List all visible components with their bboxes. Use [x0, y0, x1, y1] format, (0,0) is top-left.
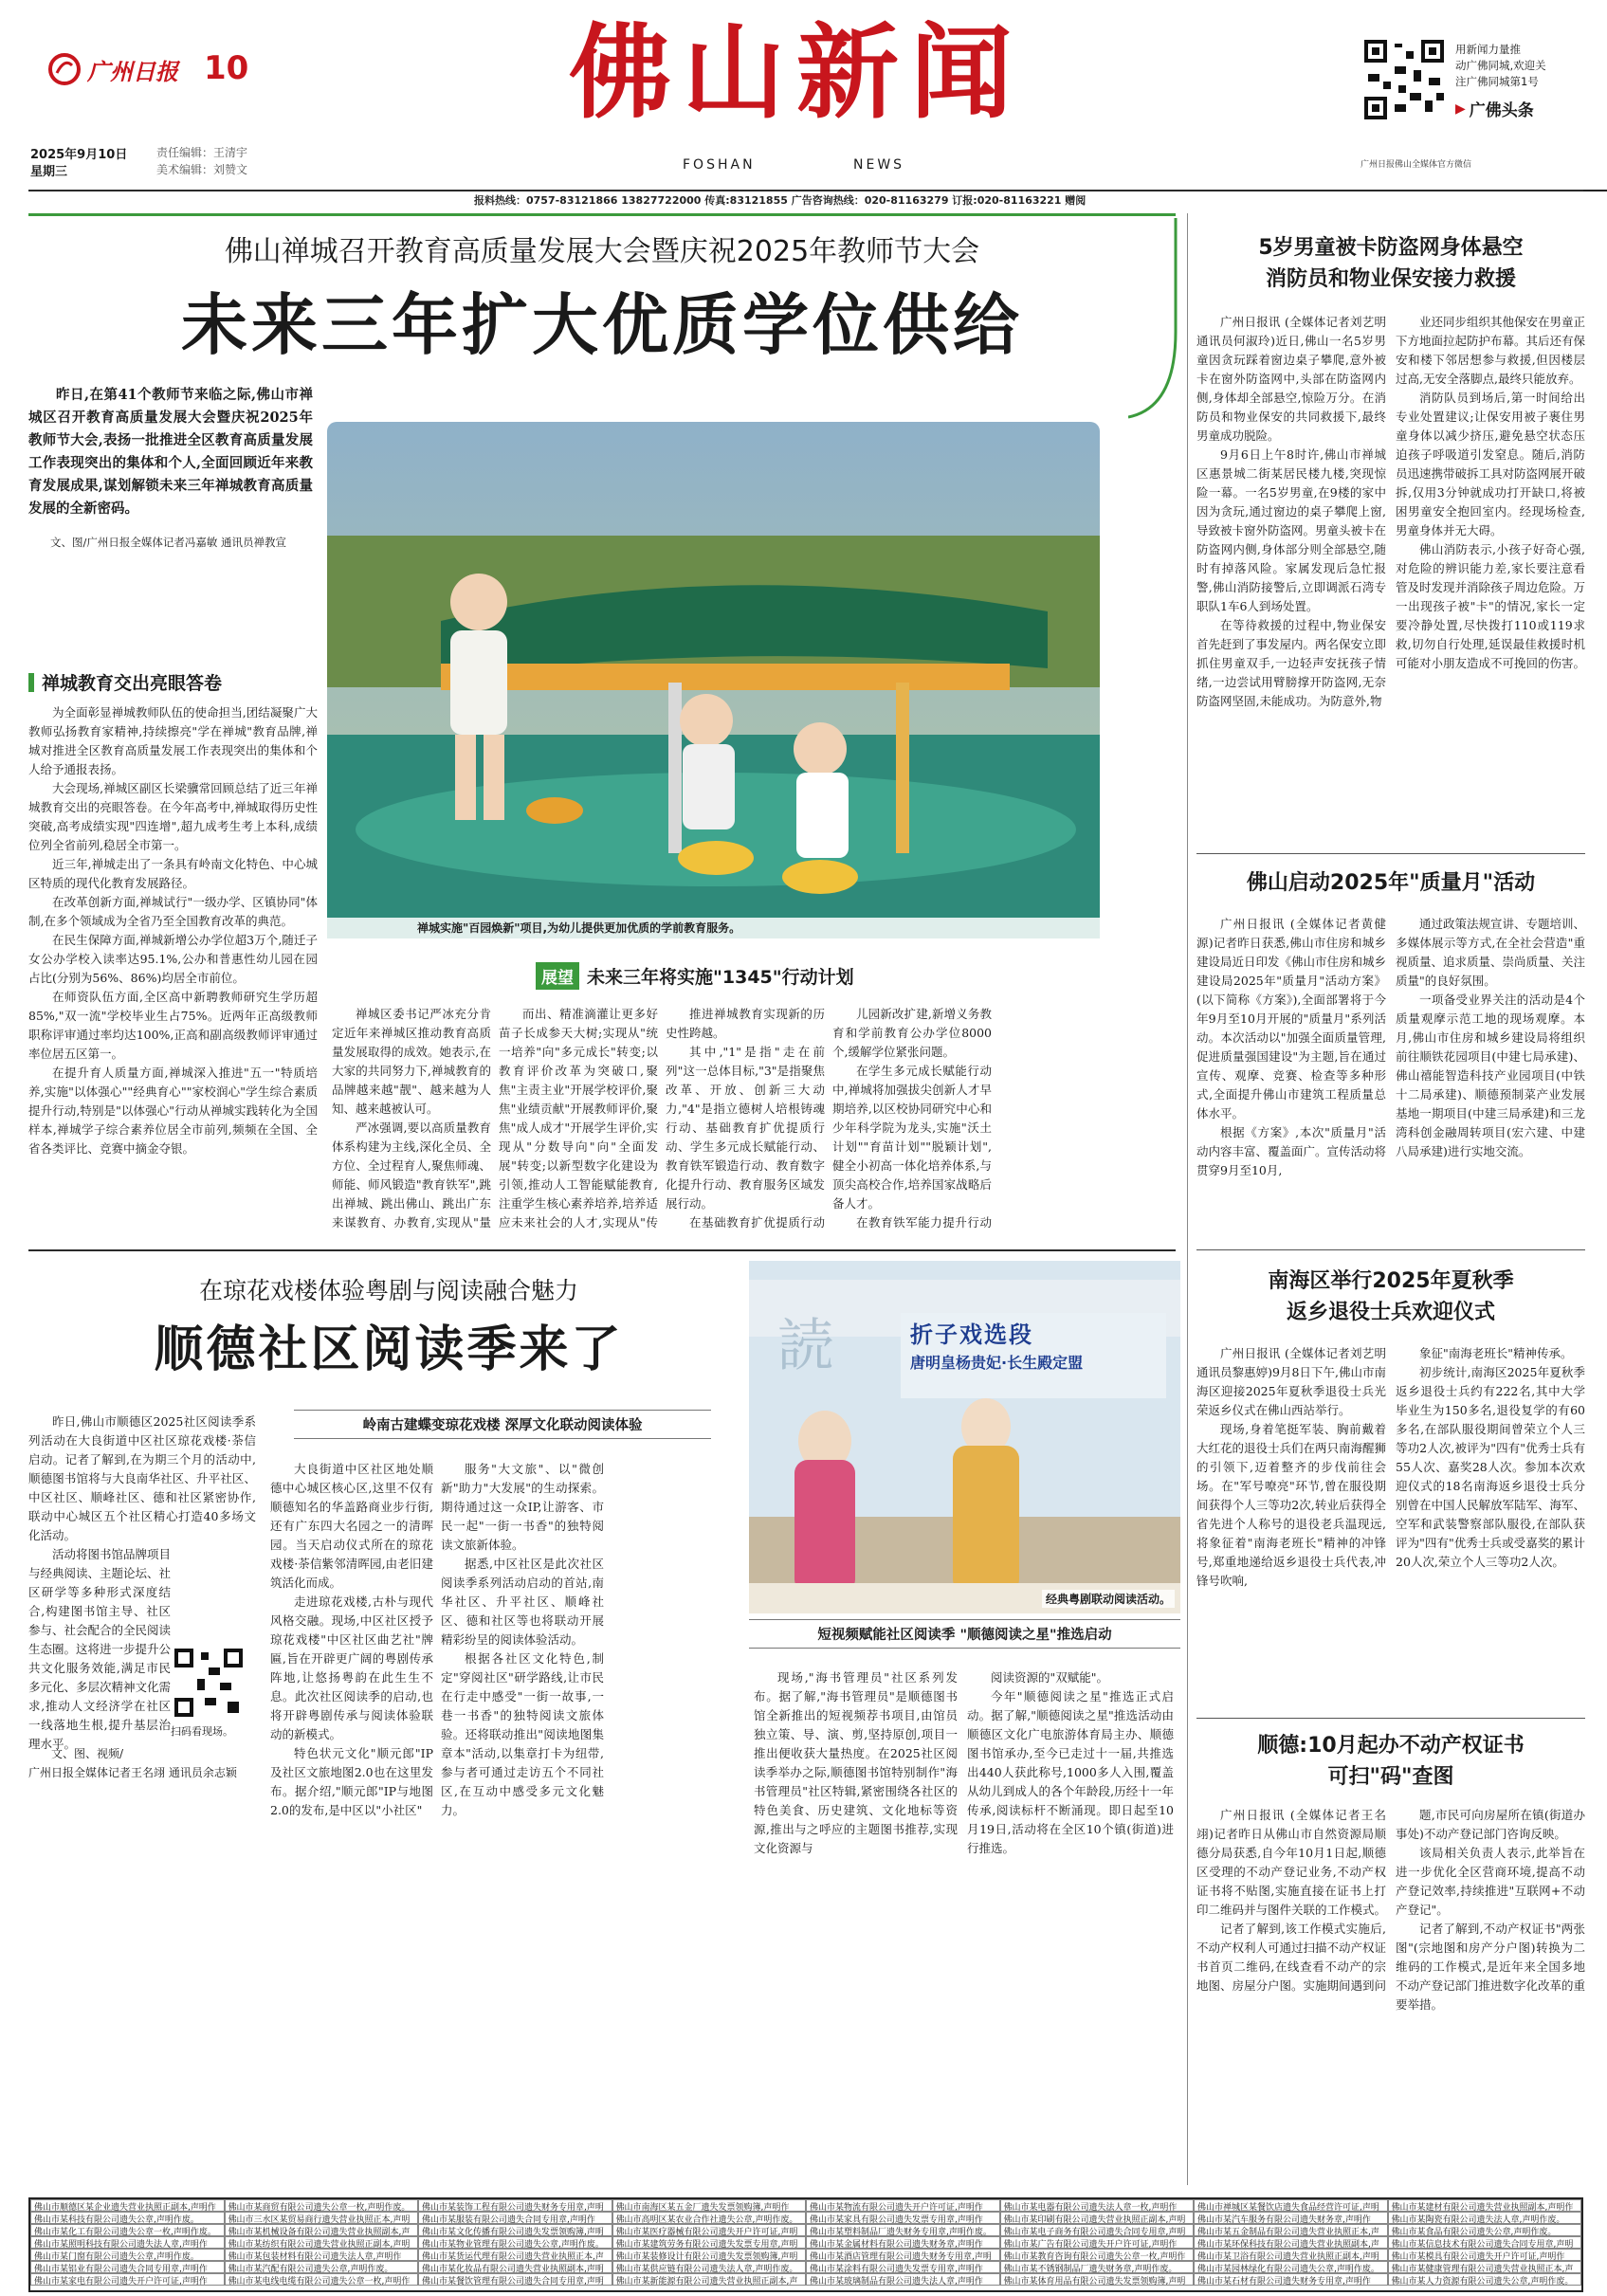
- classified-ad-item: 佛山市某广告有限公司遗失开户许可证,声明作: [1000, 2236, 1195, 2249]
- main-col2-para: 禅城区委书记严冰充分肯定近年来禅城区推动教育高质量发展取得的成效。她表示,在大家的共同努力下,禅城教育的品牌越来越"靓"、越来越为人知、越来越被认可。: [332, 1007, 491, 1116]
- main-sub1: [28, 669, 222, 695]
- section-title: 佛山新闻: [568, 13, 1024, 133]
- classified-ad-item: 佛山市某电子商务有限公司遗失合同专用章,声明: [1000, 2224, 1195, 2236]
- classified-ad-item: 佛山市某文化传播有限公司遗失发票领购簿,声明: [418, 2224, 612, 2236]
- photo-banner-title: 折子戏选段: [910, 1321, 1033, 1348]
- right-story-rule: [1196, 1718, 1585, 1719]
- classified-ad-item: 佛山市某餐饮管理有限公司遗失合同专用章,声明: [418, 2273, 612, 2286]
- classified-ad-item: 佛山市某建筑劳务有限公司遗失发票专用章,声明: [612, 2236, 807, 2249]
- right-story-3-col-1: [1196, 1344, 1386, 1709]
- right-headline-line: 5岁男童被卡防盗网身体悬空: [1258, 236, 1524, 260]
- classified-ad-item: 佛山市某信息技术有限公司遗失合同专用章,声明: [1388, 2236, 1582, 2249]
- right3-col1-para: 广州日报讯 (全媒体记者刘艺明 通讯员黎惠婷)9月8日下午,佛山市南海区迎接2025年夏秋季退役士兵光荣返乡仪式在佛山西站举行。: [1196, 1346, 1386, 1417]
- main-col1-para: 在提升育人质量方面,禅城深入推进"五一"特质培养,实施"以体强心""经典育心""家校润心"学生综合素质提升行动,特别是"以体强心"行动从禅城实践转化为全国样本,禅城学子综合素养位居全市前列,频频在全国、全省各类评比、竞赛中摘金夺银。: [28, 1066, 318, 1156]
- opera-stage-photo-illustration: [749, 1261, 1180, 1613]
- classified-ad-item: 佛山市某涂料有限公司遗失发票专用章,声明作: [806, 2261, 1000, 2273]
- classified-ad-item: 佛山市某卫浴有限公司遗失营业执照正副本,声明: [1194, 2249, 1388, 2261]
- editor-credit: 责任编辑：王清宇: [156, 146, 248, 159]
- section-en-right: NEWS: [853, 157, 905, 173]
- masthead: [0, 0, 1607, 207]
- brand-name: 广佛头条: [1469, 101, 1534, 120]
- classified-ad-item: 佛山市某科技有限公司遗失公章,声明作废。: [30, 2212, 225, 2224]
- classified-ad-item: 佛山市某模具有限公司遗失开户许可证,声明作: [1388, 2249, 1582, 2261]
- shunde-col1-para: 走进琼花戏楼,古朴与现代风格交融。现场,中区社区授予琼花戏楼"中区社区曲艺社"牌匾,旨在开辟更广阔的粤剧传承阵地,让悠扬粤韵在此生生不息。此次社区阅读季的启动,也将开辟粤剧传承与阅读体验联动的新模式。: [270, 1594, 433, 1741]
- brand-label: [1455, 97, 1534, 120]
- classified-ad-item: 佛山市某包装材料有限公司遗失法人章,声明作: [225, 2249, 419, 2261]
- classified-ad-item: 佛山市某酒店管理有限公司遗失财务专用章,声明: [806, 2249, 1000, 2261]
- classified-ad-item: 佛山市南海区某五金厂遗失发票领购簿,声明作: [612, 2199, 807, 2212]
- qr-caption-line-1: 用新闻力量推: [1455, 43, 1521, 56]
- classified-ad-item: 佛山市某不锈钢制品厂遗失财务章,声明作废。: [1000, 2261, 1195, 2273]
- classified-ads: [28, 2197, 1583, 2292]
- issue-weekday: 星期三: [30, 165, 68, 179]
- outlook-title: 未来三年将实施"1345"行动计划: [587, 967, 854, 988]
- shunde-photo-caption: 经典粤剧联动阅读活动。: [1042, 1590, 1175, 1608]
- classified-ad-item: 佛山市某环保科技有限公司遗失营业执照副本,声: [1194, 2236, 1388, 2249]
- shunde-col3-para: 现场,"海书管理员"社区系列发布。据了解,"海书管理员"是顺德图书馆全新推出的短视频荐书项目,由馆员独立策、导、演、剪,坚持原创,项目一推出便收获大量热度。在2025社区阅读季举办之际,顺德图书馆特别制作"海书管理员"社区特辑,紧密围绕各社区的特色美食、历史建筑、文化地标等资源,推出与之呼应的主题图书推荐,实现文化资源与: [754, 1670, 958, 1855]
- shunde-col4-para: 阅读资源的"双赋能"。: [991, 1670, 1108, 1685]
- paper-logo: [47, 52, 178, 86]
- shunde-col-1: [270, 1460, 433, 2180]
- right-headline-line: 返乡退役士兵欢迎仪式: [1286, 1301, 1495, 1324]
- main-col5-para: 在学生多元成长赋能行动中,禅城将加强拔尖创新人才早期培养,以区校协同研究中心和少年科学院为龙头,实施"沃土计划""育苗计划""脱颖计划",健全小初高一体化培养体系,与顶尖高校合作,培养国家战略后备人才。: [832, 1064, 992, 1211]
- classified-ad-item: 佛山市某纺织有限公司遗失营业执照正副本,声明: [225, 2236, 419, 2249]
- shunde-lead-para: 活动将图书馆品牌项目与经典阅读、主题论坛、社区研学等多种形式深度结合,构建图书馆主导、社区参与、社会配合的全民阅读生态圈。这将进一步提升公共文化服务效能,满足市民多元化、多层次精神文化需求,推动人文经济学在社区一线落地生根,提升基层治理水平。: [28, 1547, 172, 1751]
- issue-date: 2025年9月10日: [30, 148, 128, 162]
- main-col4-para: 推进禅城教育实现新的历史性跨越。: [666, 1007, 825, 1040]
- masthead-qr-code-icon[interactable]: [1360, 36, 1448, 123]
- main-lead: 昨日,在第41个教师节来临之际,佛山市禅城区召开教育高质量发展大会暨庆祝2025年教师节大会,表扬一批推进全区教育高质量发展工作表现突出的集体和个人,全面回顾近年来教育发展成果,谋划解锁未来三年禅城教育高质量发展的全新密码。: [28, 387, 313, 517]
- shunde-col2-para: 根据各社区文化特色,制定"穿阅社区"研学路线,让市民在行走中感受"一街一故事,一巷一书香"的独特阅读文旅体验。还将联动推出"阅读地图集章本"活动,以集章打卡为纽带,参与者可通过走访五个不同社区,在互动中感受多元文化魅力。: [441, 1651, 604, 1817]
- classified-ad-item: 佛山市某服装有限公司遗失合同专用章,声明作: [418, 2212, 612, 2224]
- main-lead-column: [28, 384, 313, 659]
- classified-ad-item: 佛山市某门窗有限公司遗失公章,声明作废。: [30, 2249, 225, 2261]
- classified-ad-item: 佛山市顺德区某企业遗失营业执照正副本,声明作: [30, 2199, 225, 2212]
- right-headline-line: 南海区举行2025年夏秋季: [1268, 1269, 1514, 1293]
- main-col2-para: 严冰强调,要以高质量教育体系构建为主线,深化全员、全方位、全过程育人,聚焦师魂、师能、师风锻造"教育铁军",跳出禅城、跳出佛山、跳出广东来谋教育、办教育,实现从"量: [332, 1121, 491, 1230]
- shunde-sub1: [294, 1410, 711, 1439]
- classified-ad-item: 佛山市某印刷有限公司遗失营业执照正副本,声明: [1000, 2212, 1195, 2224]
- classified-ad-item: 佛山市某陶瓷有限公司遗失法人章,声明作废。: [1388, 2212, 1582, 2224]
- shunde-credit-line: 文、图、视频/: [51, 1747, 124, 1760]
- main-col1-para: 大会现场,禅城区副区长梁骥常回顾总结了近三年禅城教育交出的亮眼答卷。在今年高考中,禅城取得历史性突破,高考成绩实现"四连增",超九成考生考上本科,成绩位列全省前列,稳居全市第一。: [28, 781, 318, 852]
- main-col-5: [832, 1005, 992, 1232]
- classified-ad-item: 佛山市某人力资源有限公司遗失公章,声明作废。: [1388, 2273, 1582, 2286]
- page-number: 10: [204, 49, 249, 87]
- right-story-1-headline: [1196, 232, 1585, 295]
- right1-col1-para: 在等待救援的过程中,物业保安首先赶到了事发屋内。两名保安立即抓住男童双手,一边轻声安抚孩子情绪,一边尝试用臂膀撑开防盗网,无奈防盗网坚固,未能成功。为防意外,物: [1196, 618, 1386, 708]
- svg-text:読: 読: [777, 1313, 834, 1379]
- right-headline-line: 可扫"码"查图: [1327, 1765, 1454, 1789]
- shunde-col-4: [967, 1668, 1174, 2180]
- shunde-col2-para: 据悉,中区社区是此次社区阅读季系列活动启动的首站,南华社区、升平社区、顺峰社区、德和社区等也将联动开展精彩纷呈的阅读体验活动。: [441, 1557, 604, 1647]
- right1-col2-para: 业还同步组织其他保安在男童正下方地面拉起防护布幕。其后还有保安和楼下邻居想参与救援,但因楼层过高,无安全落脚点,最终只能放弃。: [1396, 315, 1585, 386]
- right-story-1-col-1: [1196, 313, 1386, 834]
- right1-col2-para: 佛山消防表示,小孩子好奇心强,对危险的辨识能力差,家长要注意看管及时发现并消除孩子周边危险。万一出现孩子被"卡"的情况,家长一定要冷静处置,尽快拨打110或119求救,切勿自行处理,延误最佳救援时机可能对小朋友造成不可挽回的伤害。: [1396, 542, 1585, 670]
- main-col1-para: 为全面彰显禅城教师队伍的使命担当,团结凝聚广大教师弘扬教育家精神,持续擦亮"学在禅城"教育品牌,禅城对推进全区教育高质量发展工作表现突出的集体和个人给予通报表扬。: [28, 705, 318, 776]
- classified-ad-item: 佛山市某五金制品有限公司遗失营业执照正本,声: [1194, 2224, 1388, 2236]
- main-col1-para: 近三年,禅城走出了一条具有岭南文化特色、中心城区特质的现代化教育发展路径。: [28, 857, 318, 890]
- classified-ad-item: 佛山市某建材有限公司遗失营业执照副本,声明作: [1388, 2199, 1582, 2212]
- shunde-col-2: [441, 1460, 604, 2180]
- classified-ad-item: 佛山市某商贸有限公司遗失公章一枚,声明作废。: [225, 2199, 419, 2212]
- shunde-col-3: [754, 1668, 958, 2180]
- qr-caption: [1455, 42, 1546, 90]
- right-story-2-col-2: [1396, 915, 1585, 1237]
- shunde-sub2: [749, 1619, 1180, 1649]
- shunde-col2-para: 服务"大文旅"、以"微创新"助力"大发展"的生动探索。期待通过这一众IP,让游客、市民一起"一街一书香"的独特阅读文旅新体验。: [441, 1462, 604, 1552]
- right-column-rule: [1187, 213, 1188, 2185]
- right2-col1-para: 广州日报讯 (全媒体记者黄健源)记者昨日获悉,佛山市住房和城乡建设局近日印发《佛山市住房和城乡建设局2025年"质量月"活动方案》(以下简称《方案》),全面部署将于今年9月至10月开展的"质量月"系列活动。本次活动以"加强全面质量管理,促进质量强国建设"为主题,旨在通过宣传、观摩、竞赛、检查等多种形式,全面提升佛山市建筑工程质量总体水平。: [1196, 917, 1386, 1121]
- classified-ad-item: 佛山市某电线电缆有限公司遗失公章一枚,声明作: [225, 2273, 419, 2286]
- right2-col2-para: 通过政策法规宣讲、专题培训、多媒体展示等方式,在全社会营造"重视质量、追求质量、崇尚质量、关注质量"的良好氛围。: [1396, 917, 1585, 988]
- main-col-1: [28, 703, 318, 1234]
- right-story-3-col-2: [1396, 1344, 1585, 1709]
- main-sub1-text: 禅城教育交出亮眼答卷: [42, 673, 223, 694]
- right1-col1-para: 9月6日上午8时许,佛山市禅城区惠景城二街某居民楼九楼,突现惊险一幕。一名5岁男童,在9楼的家中因为贪玩,通过窗边的桌子攀爬上窗,导致被卡窗外防盗网。男童头被卡在防盗网内侧,身体部分则全部悬空,随时有掉落风险。家属发现后急忙报警,佛山消防接警后,立即调派石湾专职队1车6人到场处置。: [1196, 447, 1386, 613]
- right-story-rule: [1196, 1249, 1585, 1250]
- shunde-lead-para: 昨日,佛山市顺德区2025社区阅读季系列活动在大良街道中区社区琼花戏楼·荼信启动。记者了解到,在为期三个月的活动中,顺德图书馆将与大良南华社区、升平社区、中区社区、顺峰社区、德和社区紧密协作,联动中心城区五个社区精心打造40多场文化活动。: [28, 1414, 256, 1542]
- classified-ad-item: 佛山市某电器有限公司遗失法人章一枚,声明作: [1000, 2199, 1195, 2212]
- classified-ads-grid: [30, 2199, 1581, 2290]
- hotline-bar: 报料热线：0757-83121866 13827722000 传真:83121855 广告咨询热线：020-81163279 订报:020-81163221 赠阅: [474, 190, 1607, 210]
- right-headline-line: 消防员和物业保安接力救援: [1265, 267, 1516, 291]
- shunde-col1-para: 大良街道中区社区地处顺德中心城区核心区,这里不仅有顺德知名的华盖路商业步行街,还有广东四大名园之一的清晖园。当天启动仪式所在的琼花戏楼·荼信紫邻清晖园,由老旧建筑活化而成。: [270, 1462, 433, 1590]
- outlook-heading: [536, 962, 854, 990]
- shunde-kicker: 在琼花戏楼体验粤剧与阅读融合魅力: [198, 1277, 578, 1304]
- qr-caption-line-3: 注广佛同城第1号: [1455, 75, 1539, 88]
- right-story-rule: [1196, 853, 1585, 854]
- paper-logo-icon: [47, 52, 82, 86]
- classified-ad-item: 佛山市某物业管理有限公司遗失公章,声明作废。: [418, 2236, 612, 2249]
- shunde-qr-caption: 扫码看现场。: [171, 1725, 233, 1738]
- masthead-rule: [28, 190, 1583, 191]
- right2-col2-para: 一项备受业界关注的活动是4个质量观摩示范工地的现场观摩。本月,佛山市住房和城乡建设局将组织前往顺铁花园项目(中建七局承建)、佛山禧能智造科技产业园项目(中铁十二局承建)、顺德预制菜产业发展基地一期项目(中建三局承建)和三龙湾科创金融周转项目(宏六建、中建八局承建)进行实地交流。: [1396, 993, 1585, 1158]
- main-photo-caption: 禅城实施"百园焕新"项目,为幼儿提供更加优质的学前教育服务。: [327, 918, 1100, 938]
- classified-ad-item: 佛山市某玻璃制品有限公司遗失法人章,声明作: [806, 2273, 1000, 2286]
- art-editor-credit: 美术编辑：刘赞文: [156, 163, 248, 176]
- classified-ad-item: 佛山市某新能源有限公司遗失营业执照正副本,声: [612, 2273, 807, 2286]
- shunde-photo: [749, 1261, 1180, 1613]
- main-col-3: [499, 1005, 658, 1232]
- right-story-1-col-2: [1396, 313, 1585, 834]
- classified-ad-item: 佛山市某园林绿化有限公司遗失公章,声明作废。: [1194, 2261, 1388, 2273]
- classified-ad-item: 佛山市高明区某农业合作社遗失公章,声明作废。: [612, 2212, 807, 2224]
- right1-col1-para: 广州日报讯 (全媒体记者刘艺明 通讯员何淑玲)近日,佛山一名5岁男童因贪玩踩着窗边桌子攀爬,意外被卡在窗外防盗网中,头部在防盗网内侧,身体却全部悬空,惊险万分。在消防员和物业保安的共同救援下,最终男童成功脱险。: [1196, 315, 1386, 443]
- shunde-credit-line: 广州日报全媒体记者王名翊 通讯员余志颖: [28, 1766, 237, 1779]
- shunde-qr-code-icon[interactable]: [171, 1645, 247, 1721]
- classified-ad-item: 佛山市禅城区某餐饮店遗失食品经营许可证,声明: [1194, 2199, 1388, 2212]
- classified-ad-item: 佛山市某汽车服务有限公司遗失财务章,声明作: [1194, 2212, 1388, 2224]
- main-col5-para: 在教育铁军能力提升行动: [856, 1215, 992, 1230]
- classified-ad-item: 佛山市某教育咨询有限公司遗失公章一枚,声明作: [1000, 2249, 1195, 2261]
- main-credit: 文、图/广州日报全媒体记者冯嘉敏 通讯员禅教宣: [50, 536, 287, 549]
- right-story-2-col-1: [1196, 915, 1386, 1237]
- right3-col2-para: 象征"南海老班长"精神传承。: [1419, 1346, 1573, 1360]
- right4-col1-para: 记者了解到,该工作模式实施后,不动产权利人可通过扫描不动产权证书首页二维码,在线查看不动产的宗地图、房屋分户图。实施期间遇到问: [1196, 1922, 1386, 1993]
- right4-col2-para: 该局相关负责人表示,此举旨在进一步优化全区营商环境,提高不动产登记效率,持续推进"互联网+不动产登记"。: [1396, 1846, 1585, 1917]
- classified-ad-item: 佛山市某化工有限公司遗失公章一枚,声明作废。: [30, 2224, 225, 2236]
- classified-ad-item: 佛山市某装修设计有限公司遗失发票领购簿,声明: [612, 2249, 807, 2261]
- paper-name: 广州日报: [87, 57, 178, 85]
- classified-ad-item: 佛山市三水区某贸易商行遗失营业执照正本,声明: [225, 2212, 419, 2224]
- right4-col2-para: 题,市民可向房屋所在镇(街道办事处)不动产登记部门咨询反映。: [1396, 1808, 1585, 1841]
- shunde-sub1-text: 岭南古建蝶变琼花戏楼 深厚文化联动阅读体验: [362, 1418, 643, 1433]
- shunde-credit: [28, 1744, 256, 1782]
- main-col3-para: 而出、精准滴灌让更多好苗子长成参天大树;实现从"统一培养"向"多元成长"转变;以教育评价改革为突破口,聚焦"主责主业"开展学校评价,聚焦"业绩贡献"开展教师评价,聚焦"成人成才"开展学生评价,实现从"分数导向"向"全面发展"转变;以新型数字化建设为引领,推动人工智能赋能教育,注重学生核心素养培养,培养适应未来社会的人才,实现从"传: [499, 1007, 658, 1230]
- shunde-headline: 顺德社区阅读季来了: [154, 1321, 624, 1378]
- right3-col2-para: 初步统计,南海区2025年夏秋季返乡退役士兵约有222名,其中大学毕业生为150多名,退役复学的有60多名,在部队服役期间曾荣立个人三等功2人次,被评为"四有"优秀士兵有55人次、嘉奖28人次。参加本次欢迎仪式的18名南海返乡退役士兵分别曾在中国人民解放军陆军、海军、空军和武装警察部队服役,在部队获评为"四有"优秀士兵或受嘉奖的累计20人次,荣立个人三等功2人次。: [1396, 1365, 1585, 1569]
- right4-col1-para: 广州日报讯 (全媒体记者王名翊)记者昨日从佛山市自然资源局顺德分局获悉,自今年10月1日起,顺德区受理的不动产登记业务,不动产权证书将不贴图,实施直接在证书上打印二维码并与图件关联的工作模式。: [1196, 1808, 1386, 1917]
- classified-ad-item: 佛山市某体育用品有限公司遗失发票领购簿,声明: [1000, 2273, 1195, 2286]
- main-col1-para: 在师资队伍方面,全区高中新聘教师研究生学历超85%,"双一流"学校毕业生占75%。近两年正高级教师职称评审通过率均达100%,正高和副高级教师评审通过率位居五区第一。: [28, 990, 318, 1061]
- shunde-sub2-text: 短视频赋能社区阅读季 "顺德阅读之星"推选启动: [817, 1628, 1112, 1643]
- right3-col1-para: 现场,身着笔挺军装、胸前戴着大红花的退役士兵们在两只南海醒狮的引领下,迈着整齐的步伐前往会场。在"军号嘹亮"环节,曾在服役期间获得个人三等功2次,转业后获得全省先进个人称号的退役老兵温现远,将象征着"南海老班长"精神的冲锋号,郑重地递给返乡退役士兵代表,冲锋号吹响,: [1196, 1422, 1386, 1588]
- classified-ad-item: 佛山市某家具有限公司遗失发票专用章,声明作: [806, 2212, 1000, 2224]
- classified-ad-item: 佛山市某物流有限公司遗失开户许可证,声明作: [806, 2199, 1000, 2212]
- right4-col2-para: 记者了解到,不动产权证书"两张图"(宗地图和房产分户图)转换为二维码的工作模式,是近年来全国多地不动产登记部门推进数字化改革的重要举措。: [1396, 1922, 1585, 2012]
- classified-ad-item: 佛山市某汽配有限公司遗失公章,声明作废。: [225, 2261, 419, 2273]
- main-kicker: 佛山禅城召开教育高质量发展大会暨庆祝2025年教师节大会: [224, 235, 980, 268]
- main-headline: 未来三年扩大优质学位供给: [181, 285, 1023, 364]
- playground-photo-illustration: [327, 422, 1100, 938]
- classified-ad-item: 佛山市某装饰工程有限公司遗失财务专用章,声明: [418, 2199, 612, 2212]
- right2-col1-para: 根据《方案》,本次"质量月"活动内容丰富、覆盖面广。宣传活动将贯穿9月至10月,: [1196, 1125, 1386, 1177]
- classified-ad-item: 佛山市某照明科技有限公司遗失法人章,声明作: [30, 2236, 225, 2249]
- right-story-3-headline: [1196, 1266, 1585, 1328]
- qr-caption-line-2: 动广佛同城,欢迎关: [1455, 59, 1546, 72]
- brand-note: 广州日报佛山全媒体官方微信: [1360, 160, 1472, 170]
- right-story-2-headline: 佛山启动2025年"质量月"活动: [1246, 871, 1536, 895]
- main-col5-para: 儿园新改扩建,新增义务教育和学前教育公办学位8000个,缓解学位紧张问题。: [832, 1007, 992, 1059]
- classified-ad-item: 佛山市某塑料制品厂遗失财务专用章,声明作废。: [806, 2224, 1000, 2236]
- shunde-lead-column: [28, 1412, 256, 2180]
- main-col4-para: 其中,"1"是指"走在前列"这一总体目标,"3"是指聚焦改革、开放、创新三大动力,"4"是指立德树人培根铸魂行动、基础教育扩优提质行动、学生多元成长赋能行动、教育铁军锻造行动、教育数字化提升行动、教育服务区域发展行动。: [666, 1045, 825, 1211]
- main-col-2: [332, 1005, 491, 1232]
- main-photo: [327, 422, 1100, 938]
- brand-arrow-icon: ▶: [1455, 100, 1466, 117]
- shunde-col1-para: 特色状元文化"顺元郎"IP及社区文旅地图2.0也在这里发布。据介绍,"顺元郎"IP与地图2.0的发布,是中区以"小社区": [270, 1746, 433, 1817]
- main-col-4: [666, 1005, 825, 1232]
- sub1-marker-icon: [28, 673, 34, 692]
- classified-ad-item: 佛山市某金属材料有限公司遗失财务章,声明作: [806, 2236, 1000, 2249]
- right-story-4-col-2: [1396, 1806, 1585, 2180]
- right1-col2-para: 消防队员到场后,第一时间给出专业处置建议;让保安用被子裹住男童身体以减少挤压,避免悬空状态压迫孩子呼吸道引发窒息。随后,消防员迅速携带破拆工具对防盗网展开破拆,仅用3分钟就成功打开缺口,将被困男童安全抱回室内。经现场检查,男童身体并无大碍。: [1396, 391, 1585, 538]
- photo-banner-sub: 唐明皇杨贵妃·长生殿定盟: [910, 1354, 1084, 1372]
- section-en-left: FOSHAN: [683, 157, 756, 173]
- classified-ad-item: 佛山市某石材有限公司遗失财务专用章,声明作: [1194, 2273, 1388, 2286]
- classified-ad-item: 佛山市某家电有限公司遗失开户许可证,声明作: [30, 2273, 225, 2286]
- classified-ad-item: 佛山市某供应链有限公司遗失法人章,声明作废。: [612, 2261, 807, 2273]
- main-col1-para: 在民生保障方面,禅城新增公办学位超3万个,随迁子女公办学校入读率达95.1%,公办和普惠性幼儿园在园占比(分别为56%、86%)均居全市前位。: [28, 933, 318, 985]
- classified-ad-item: 佛山市某健康管理有限公司遗失营业执照正本,声: [1388, 2261, 1582, 2273]
- main-col4-para: 在基础教育扩优提质行动: [689, 1215, 825, 1230]
- classified-ad-item: 佛山市某食品有限公司遗失公章,声明作废。: [1388, 2224, 1582, 2236]
- right-story-4-headline: [1196, 1730, 1585, 1793]
- right-headline-line: 顺德:10月起办不动产权证书: [1257, 1734, 1525, 1758]
- shunde-col4-para: 今年"顺德阅读之星"推选正式启动。据了解,"顺德阅读之星"推选活动由顺德区文化广电旅游体育局主办、顺德图书馆承办,至今已走过十一届,共推选出440人获此称号,1000多人入围,覆盖从幼儿到成人的各个年龄段,历经十一年传承,阅读标杆不断涌现。即日起至10月19日,活动将在全区10个镇(街道)进行推选。: [967, 1689, 1174, 1855]
- classified-ad-item: 佛山市某货运代理有限公司遗失营业执照正本,声: [418, 2249, 612, 2261]
- main-col1-para: 在改革创新方面,禅城试行"一级办学、区镇协同"体制,在多个领域成为全省乃至全国教育改革的典范。: [28, 895, 318, 928]
- decorative-green-curve: [1128, 218, 1185, 427]
- classified-ad-item: 佛山市某铝业有限公司遗失合同专用章,声明作: [30, 2261, 225, 2273]
- classified-ad-item: 佛山市某机械设备有限公司遗失营业执照副本,声: [225, 2224, 419, 2236]
- classified-ad-item: 佛山市某化妆品有限公司遗失营业执照副本,声明: [418, 2261, 612, 2273]
- right-story-4-col-1: [1196, 1806, 1386, 2180]
- outlook-tag: 展望: [536, 962, 579, 990]
- classified-ad-item: 佛山市某医疗器械有限公司遗失开户许可证,声明: [612, 2224, 807, 2236]
- main-bottom-rule: [28, 1249, 1176, 1251]
